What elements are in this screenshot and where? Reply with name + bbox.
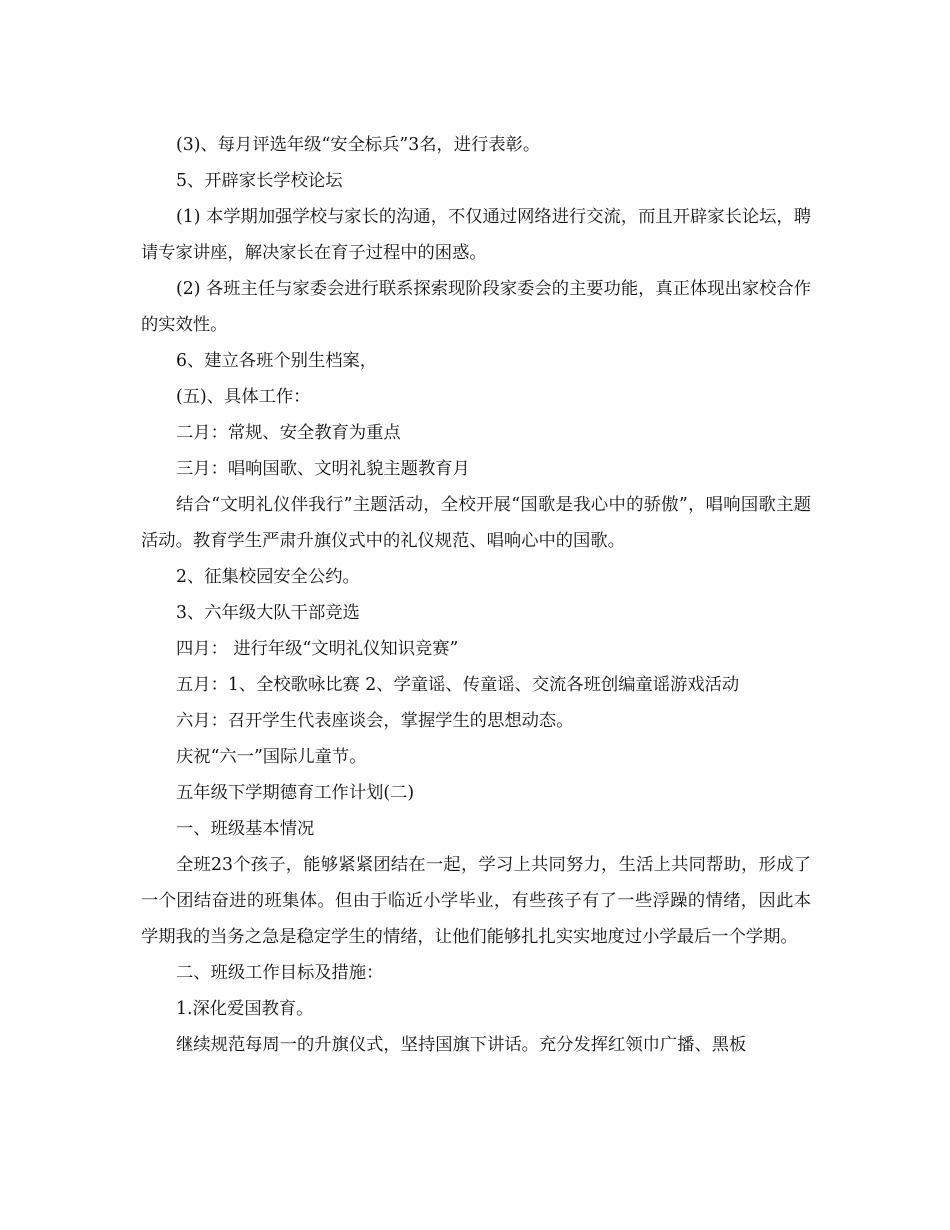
paragraph: 庆祝“六一”国际儿童节。: [176, 747, 367, 767]
paragraph: 5、开辟家长学校论坛: [176, 171, 343, 191]
paragraph: 结合“文明礼仪伴我行”主题活动，全校开展“国歌是我心中的骄傲”，唱响国歌主题活动。教育学生严肃升旗仪式中的礼仪规范、唱响心中的国歌。: [141, 495, 811, 551]
document-body: [141, 127, 811, 1063]
paragraph: (3)、每月评选年级“安全标兵”3名，进行表彰。: [176, 135, 541, 155]
paragraph: 全班23个孩子，能够紧紧团结在一起，学习上共同努力，生活上共同帮助，形成了一个团结奋进的班集体。但由于临近小学毕业，有些孩子有了一些浮躁的情绪，因此本学期我的当务之急是稳定学生的情绪，让他们能够扎扎实实地度过小学最后一个学期。: [141, 855, 811, 947]
paragraph: 四月： 进行年级“文明礼仪知识竞赛”: [176, 639, 459, 659]
paragraph: 二月：常规、安全教育为重点: [176, 423, 401, 443]
section-heading: 二、班级工作目标及措施：: [176, 963, 384, 983]
paragraph: 三月：唱响国歌、文明礼貌主题教育月: [176, 459, 470, 479]
paragraph: (五)、具体工作：: [176, 387, 311, 407]
paragraph: 2、征集校园安全公约。: [176, 567, 360, 587]
paragraph: 3、六年级大队干部竞选: [176, 603, 360, 623]
section-title: 五年级下学期德育工作计划(二): [176, 783, 415, 803]
paragraph: 五月：1、全校歌咏比赛 2、学童谣、传童谣、交流各班创编童谣游戏活动: [176, 675, 740, 695]
paragraph: 1.深化爱国教育。: [176, 999, 314, 1019]
paragraph: 六月：召开学生代表座谈会，掌握学生的思想动态。: [176, 711, 574, 731]
section-heading: 一、班级基本情况: [176, 819, 315, 839]
paragraph: 继续规范每周一的升旗仪式，坚持国旗下讲话。充分发挥红领巾广播、黑板: [176, 1035, 747, 1055]
paragraph: 6、建立各班个别生档案，: [176, 351, 378, 371]
paragraph: (2) 各班主任与家委会进行联系探索现阶段家委会的主要功能，真正体现出家校合作的实效性。: [141, 279, 811, 335]
paragraph: (1) 本学期加强学校与家长的沟通，不仅通过网络进行交流，而且开辟家长论坛，聘请专家讲座，解决家长在育子过程中的困惑。: [141, 207, 811, 263]
